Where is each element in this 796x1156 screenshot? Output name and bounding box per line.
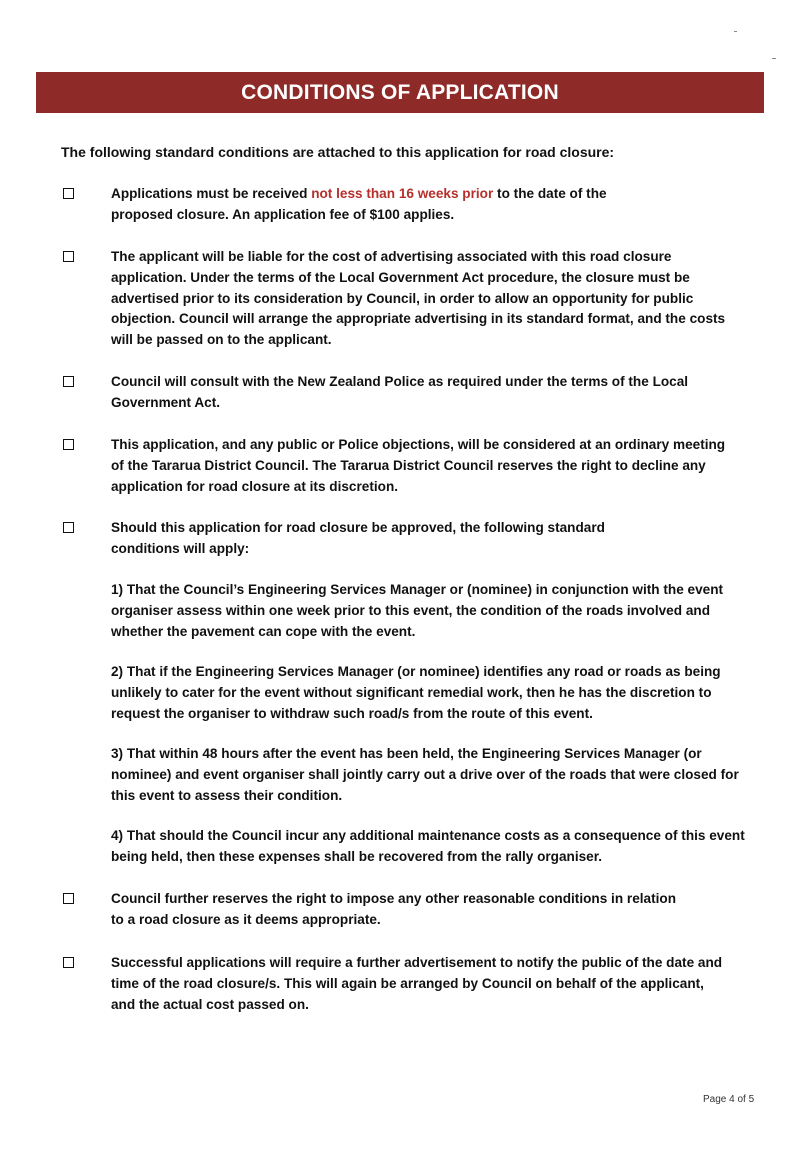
empty-checkbox-icon[interactable] (63, 522, 74, 533)
sub-condition: 3) That within 48 hours after the event has been held, the Engineering Services Manager (or nominee) and event organiser shall jointly carry out a drive over of the roads that were closed for this event to assess their condition. (111, 746, 739, 803)
sub-condition: 2) That if the Engineering Services Manager (or nominee) identifies any road or roads as being unlikely to cater for the event without significant remedial work, then he has the discretion to request the organiser to withdraw such road/s from the route of this event. (111, 664, 721, 721)
intro-text: The following standard conditions are attached to this application for road closure: (61, 144, 615, 160)
scan-speck (734, 31, 737, 32)
condition-text: The applicant will be liable for the cost of advertising associated with this road closure application. Under the terms of the Local Government Act procedure, the closure must be advertised prior to its consideration by Council, in order to allow an opportunity for public objection. Council will arrange the appropriate advertising in its standard format, and the costs will be passed on to the applicant. (111, 249, 726, 348)
condition-text: Council will consult with the New Zealand Police as required under the terms of the Local Government Act. (111, 374, 689, 410)
highlighted-deadline: not less than 16 weeks prior (311, 186, 494, 201)
empty-checkbox-icon[interactable] (63, 376, 74, 387)
condition-text (111, 184, 671, 226)
empty-checkbox-icon[interactable] (63, 439, 74, 450)
page-title: CONDITIONS OF APPLICATION (241, 80, 559, 104)
page-title-banner (36, 72, 764, 113)
condition-text: Should this application for road closure be approved, the following standard conditions will apply: (111, 520, 605, 556)
scan-speck (772, 58, 776, 59)
empty-checkbox-icon[interactable] (63, 957, 74, 968)
condition-text: This application, and any public or Police objections, will be considered at an ordinary meeting of the Tararua District Council. The Tararua District Council reserves the right to decline any application for road closure at its discretion. (111, 437, 726, 494)
page-number: Page 4 of 5 (703, 1094, 755, 1105)
empty-checkbox-icon[interactable] (63, 188, 74, 199)
sub-condition: 4) That should the Council incur any additional maintenance costs as a consequence of this event being held, then these expenses shall be recovered from the rally organiser. (111, 828, 745, 864)
condition-text: Successful applications will require a further advertisement to notify the public of the date and time of the road closure/s. This will again be arranged by Council on behalf of the applicant, and the actual cost passed on. (111, 955, 723, 1012)
condition-text-end: to the date of the proposed closure. An application fee of $100 applies. (111, 186, 607, 222)
sub-condition: 1) That the Council’s Engineering Services Manager or (nominee) in conjunction with the event organiser assess within one week prior to this event, the condition of the roads involved and whether the pavement can cope with the event. (111, 582, 724, 639)
empty-checkbox-icon[interactable] (63, 251, 74, 262)
empty-checkbox-icon[interactable] (63, 893, 74, 904)
condition-text-start: Applications must be received (111, 186, 312, 201)
condition-text: Council further reserves the right to impose any other reasonable conditions in relation to a road closure as it deems appropriate. (111, 891, 677, 927)
